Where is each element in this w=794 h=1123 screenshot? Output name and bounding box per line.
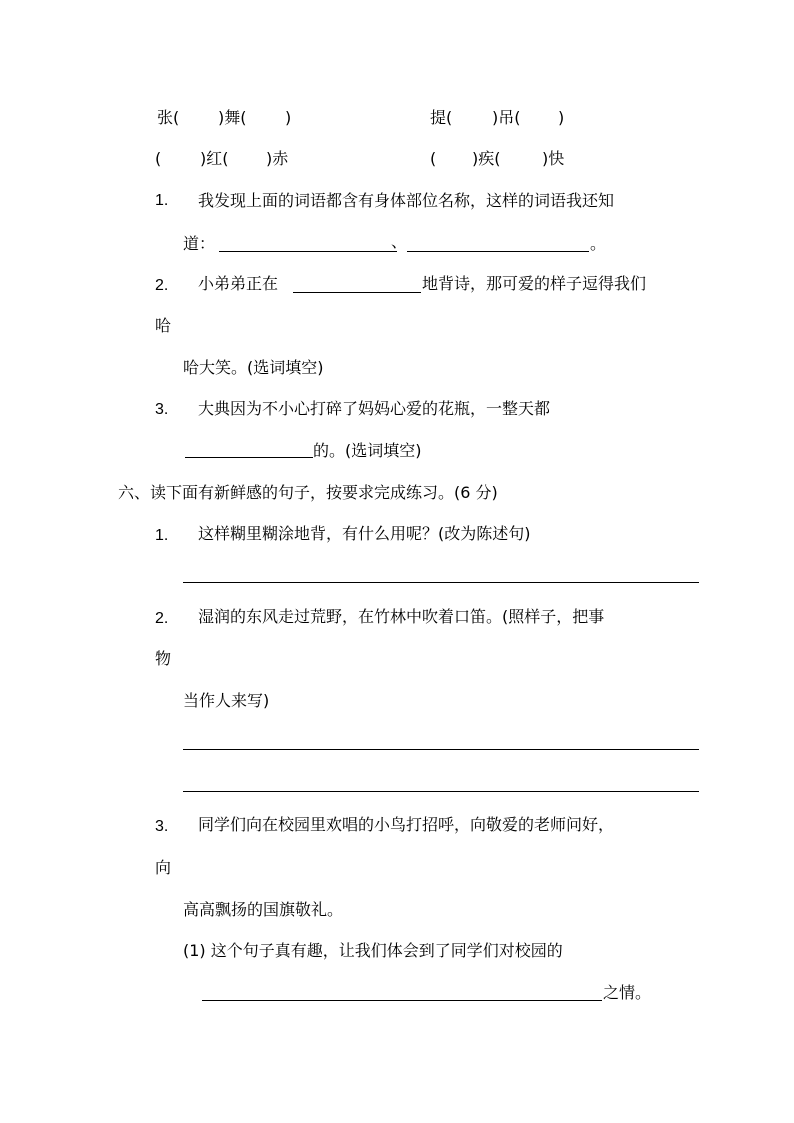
fill-row2-left-c: )赤 xyxy=(266,149,289,168)
fill-row1-left-a: 张( xyxy=(157,108,180,127)
question-text: 的。(选词填空) xyxy=(313,441,422,460)
sub-question-text: (1) 这个句子真有趣，让我们体会到了同学们对校园的 xyxy=(183,941,563,960)
question-number: 1. xyxy=(155,192,169,209)
answer-blank[interactable] xyxy=(185,457,313,458)
fill-row1-right-a: 提( xyxy=(430,108,453,127)
answer-blank[interactable] xyxy=(293,292,421,293)
question-text: 哈 xyxy=(155,316,172,335)
answer-line[interactable] xyxy=(183,749,699,750)
question-text: 之情。 xyxy=(603,983,652,1002)
question-text: 当作人来写) xyxy=(183,691,270,710)
question-text: 哈大笑。(选词填空) xyxy=(183,358,324,377)
question-text: 这样糊里糊涂地背，有什么用呢？(改为陈述句) xyxy=(198,524,531,543)
answer-blank[interactable] xyxy=(407,251,589,252)
question-number: 3. xyxy=(155,818,169,835)
question-text: 大典因为不小心打碎了妈妈心爱的花瓶，一整天都 xyxy=(198,399,551,418)
question-text: 高高飘扬的国旗敬礼。 xyxy=(183,900,344,919)
answer-blank[interactable] xyxy=(219,251,397,252)
section-title: 六、读下面有新鲜感的句子，按要求完成练习。(6 分) xyxy=(118,483,498,502)
answer-line[interactable] xyxy=(183,791,699,792)
fill-row2-right-a: ( xyxy=(430,149,437,168)
fill-row1-left-c: ) xyxy=(285,108,292,127)
fill-row1-right-b: )吊( xyxy=(492,108,521,127)
question-text: 我发现上面的词语都含有身体部位名称，这样的词语我还知 xyxy=(198,191,615,210)
question-number: 1. xyxy=(155,527,169,544)
separator-mark: 、 xyxy=(391,232,408,251)
period-mark: 。 xyxy=(590,234,607,253)
fill-row2-right-c: )快 xyxy=(542,149,565,168)
question-text: 湿润的东风走过荒野，在竹林中吹着口笛。(照样子，把事 xyxy=(198,607,605,626)
fill-row2-left-a: ( xyxy=(155,149,162,168)
question-text: 向 xyxy=(155,858,172,877)
fill-row1-left-b: )舞( xyxy=(218,108,247,127)
question-text: 小弟弟正在 xyxy=(198,274,279,293)
question-number: 2. xyxy=(155,610,169,627)
question-number: 2. xyxy=(155,277,169,294)
answer-line[interactable] xyxy=(183,582,699,583)
fill-row2-right-b: )疾( xyxy=(472,149,501,168)
question-number: 3. xyxy=(155,401,169,418)
fill-row1-right-c: ) xyxy=(558,108,565,127)
question-text: 道： xyxy=(183,234,216,253)
question-text: 地背诗，那可爱的样子逗得我们 xyxy=(422,274,647,293)
question-text: 物 xyxy=(155,649,172,668)
answer-blank[interactable] xyxy=(202,1000,602,1001)
fill-row2-left-b: )红( xyxy=(200,149,229,168)
question-text: 同学们向在校园里欢唱的小鸟打招呼，向敬爱的老师问好， xyxy=(198,815,615,834)
